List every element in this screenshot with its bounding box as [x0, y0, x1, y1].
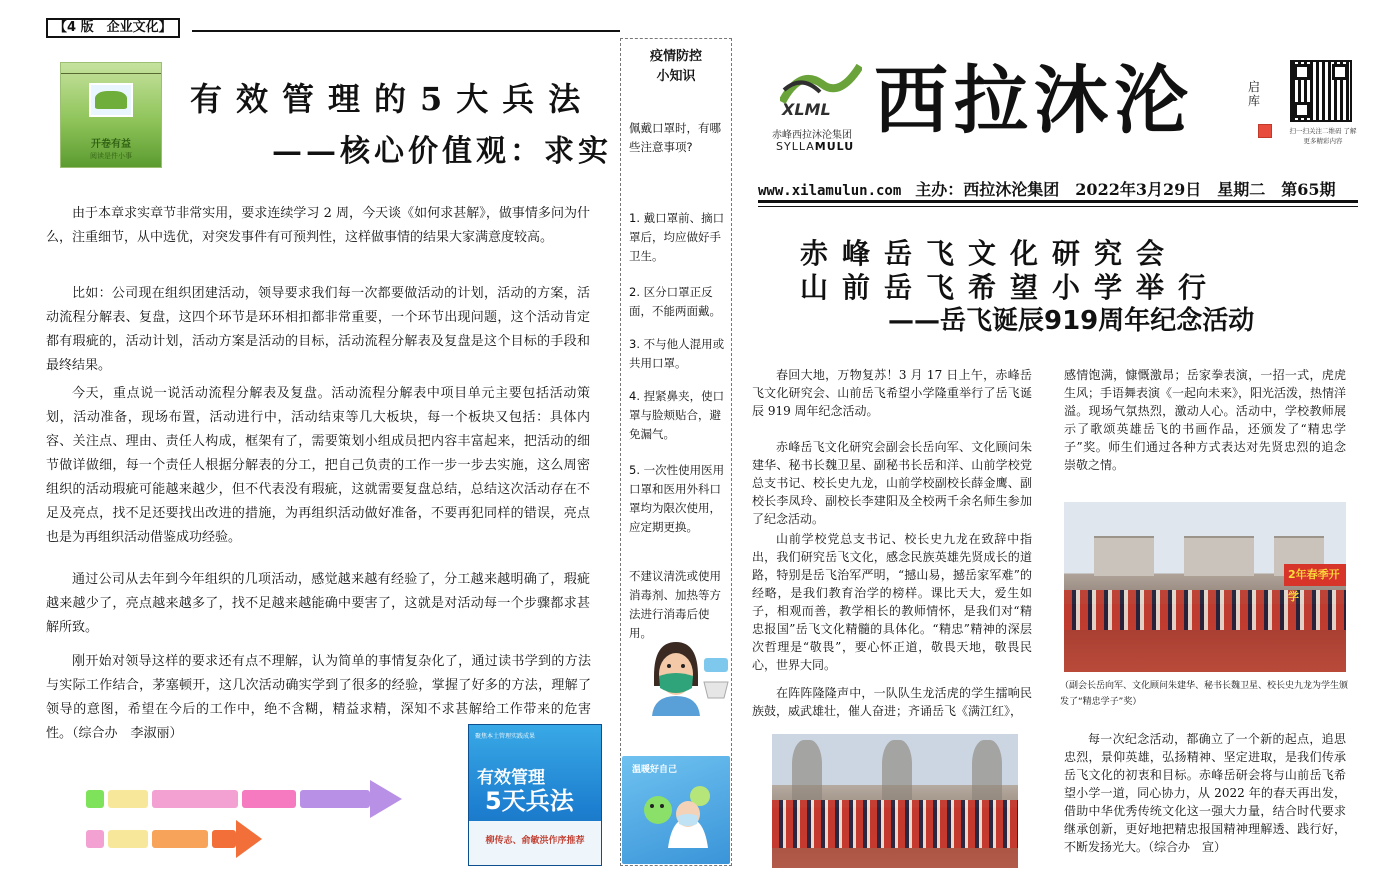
- article-subtitle: ——核心价值观：求实: [272, 134, 612, 169]
- qr-caption: 扫一扫关注二维码 了解更多精彩内容: [1289, 127, 1357, 145]
- book-recommendation: 柳传志、俞敏洪作序推荐: [485, 836, 585, 846]
- mask-person-icon: [640, 636, 732, 716]
- news-paragraph-6: 每一次纪念活动，都确立了一个新的起点，追思忠烈，景仰英雄，弘扬精神、坚定进取，是我们传承岳飞文化的初衷和目标。赤峰岳研会将与山前岳飞希望小学一道，同心协力，从 2022 年的春天再出发，借助中华优秀传统文化这一强大力量，结合时代要求继承创新，更好地把精忠报国精神理解透、践行好，不断发扬光大。（综合办 宣）: [1064, 732, 1346, 854]
- sidebar-question: 佩戴口罩时，有哪些注意事项?: [629, 121, 721, 154]
- masthead-rule-thin: [758, 206, 1358, 207]
- calligrapher-signature: 启库: [1248, 80, 1261, 108]
- award-ceremony-photo: [1064, 502, 1346, 672]
- masthead-rule: [758, 200, 1358, 203]
- article-paragraph-1: 由于本章求实章节非常实用，要求连续学习 2 周，今天谈《如何求甚解》，做事情多问为什么，注重细节，从中选优，对突发事件有可预判性，这样做事情的结果大家满意度较高。: [46, 206, 590, 245]
- covid-tips-sidebar: [620, 38, 732, 866]
- news-paragraph-5: 感情饱满，慷慨激昂；岳家拳表演，一招一式，虎虎生风；手语舞表演《一起向未来》，阳光活泼，热情洋溢。现场气氛热烈，激动人心。活动中，学校教师展示了歌颂英雄岳飞的书画作品，还颁发了“精忠学子”奖。师生们通过各种方式表达对先贤忠烈的追念崇敬之情。: [1064, 368, 1347, 472]
- news-paragraph-3: 山前学校党总支书记、校长史九龙在致辞中指出，我们研究岳飞文化，感念民族英雄先贤成长的道路，特别是岳飞治军严明，“撼山易，撼岳家军难”的经略，是我们教育治学的榜样。课比天大，爱生如子，相观而善，教学相长的教师情怀，是我们对“精忠报国”岳飞文化精髓的具体化。“精忠”精神的深层次哲理是“敬畏”，要心怀正道，敬畏天地，敬畏民心，世界大同。: [752, 532, 1032, 672]
- photo-banner-text: 2年春季开学: [1284, 564, 1346, 586]
- sidebar-title: 疫情防控 小知识: [649, 49, 702, 84]
- book-tagline: 聚焦本土管理实践成果: [475, 733, 536, 740]
- poster-text: 温暖好自己: [632, 765, 678, 775]
- article-paragraph-4: 通过公司从去年到今年组织的几项活动，感觉越来越有经验了，分工越来越明确了，瑕疵越来越少了，亮点越来越多了，找不足越来越能确中要害了，这就是对活动每一个步骤都求甚解所致。: [46, 572, 590, 635]
- header-rule: [192, 30, 620, 32]
- news-headline-1: 赤峰岳飞文化研究会: [800, 237, 1179, 270]
- article-paragraph-2: 比如：公司现在组织团建活动，领导要求我们每一次都要做活动的计划，活动的方案，活动流程分解表、复盘，这四个环节是环环相扣都非常重要，一个环节出现问题，这个活动肯定都有瑕疵的，活动计划，活动方案是活动的目标，活动流程分解表及复盘是这个目标的手段和最终结果。: [46, 286, 590, 373]
- reading-thumbnail: [60, 62, 162, 168]
- book-title-line1: 有效管理: [477, 768, 545, 788]
- book-title-line2: 5天兵法: [485, 787, 574, 815]
- page-tag-label: 【4 版 企业文化】: [46, 18, 180, 38]
- news-paragraph-2: 赤峰岳飞文化研究会副会长岳向军、文化顾问朱建华、秘书长魏卫星、副秘书长岳和洋、山前学校党总支书记、校长史九龙，山前学校副校长薛金鹰、副校长李凤玲、副校长李建阳及全校两千余名师生参加了纪念活动。: [752, 440, 1032, 526]
- red-seal: [1258, 124, 1272, 138]
- arrow-seg: [108, 830, 148, 848]
- publication-info: [758, 177, 1358, 200]
- thumbnail-photo: [89, 83, 133, 117]
- book-footer: [469, 821, 601, 865]
- decorative-arrow-bottom: [86, 826, 262, 852]
- thumbnail-rope: [61, 73, 161, 74]
- news-paragraph-4: 在阵阵隆隆声中，一队队生龙活虎的学生擂响民族鼓，威武雄壮，催人奋进；齐诵岳飞《满江红》，: [752, 686, 1032, 718]
- arrow-seg: [108, 790, 148, 808]
- article-paragraph-5: 刚开始对领导这样的要求还有点不理解，认为简单的事情复杂化了，通过读书学到的方法与实际工作结合，茅塞顿开，这几次活动确实学到了很多的经验，掌握了好多的方法，理解了领导的意图，希望在今后的工作中，绝不含糊，精益求精，深知不求甚解给工作带来的危害性。（综合办 李淑丽）: [46, 654, 591, 741]
- decorative-arrow-top: [86, 786, 402, 812]
- arrow-seg: [300, 790, 370, 808]
- sidebar-tip: 2. 区分口罩正反面，不能两面戴。: [629, 285, 721, 318]
- qr-code[interactable]: [1290, 60, 1352, 122]
- newspaper-brand: 西拉沐沦: [874, 58, 1194, 144]
- group-name-cn: 赤峰西拉沐沦集团: [772, 130, 852, 141]
- sidebar-tip: 3. 不与他人混用或共用口罩。: [629, 337, 725, 370]
- arrow-seg: [242, 790, 296, 808]
- arrow-head: [236, 820, 262, 858]
- arrow-seg: [212, 830, 236, 848]
- website-link[interactable]: www.xilamulun.com: [758, 183, 902, 199]
- sidebar-tip: 1. 戴口罩前、摘口罩后，均应做好手卫生。: [629, 211, 725, 263]
- protection-poster: [622, 756, 730, 864]
- thumbnail-caption-main: 开卷有益: [91, 139, 131, 150]
- arrow-seg: [152, 830, 208, 848]
- article-title: 有效管理的5大兵法: [190, 80, 595, 118]
- arrow-seg: [86, 830, 104, 848]
- drum-performance-photo: [772, 734, 1018, 868]
- news-headline-3: ——岳飞诞辰919周年纪念活动: [888, 306, 1255, 336]
- issue-info: 主办：西拉沐沦集团 2022年3月29日 星期二 第65期: [915, 180, 1336, 199]
- sidebar-tip: 不建议清洗或使用消毒剂、加热等方法进行消毒后使用。: [629, 569, 721, 640]
- logo-letters: XLML: [782, 100, 831, 119]
- sidebar-tip: 5. 一次性使用医用口罩和医用外科口罩均为限次使用，应定期更换。: [629, 463, 725, 534]
- article-paragraph-3: 今天，重点说一说活动流程分解表及复盘。活动流程分解表中项目单元主要包括活动策划，活动准备，现场布置，活动进行中，活动结束等几大板块，每一个板块又包括：具体内容、关注点、理由、责任人构成，框架有了，需要策划小组成员把内容丰富起来，把活动的细节做详做细，每一个责任人根据分解表的分工，把自己负责的工作一步一步去实施，这么周密组织的活动瑕疵可能越来越少，但不代表没有瑕疵，这就需要复盘总结，总结这次活动存在不足及亮点，找不足还要找出改进的措施，为再组织活动做好准备，不要再犯同样的错误，亮点也是为再组织活动借鉴成功经验。: [46, 386, 590, 545]
- group-name-en: SYLLAMULU: [776, 140, 855, 153]
- arrow-seg: [152, 790, 238, 808]
- news-paragraph-1: 春回大地，万物复苏！3 月 17 日上午，赤峰岳飞文化研究会、山前岳飞希望小学隆重举行了岳飞诞辰 919 周年纪念活动。: [752, 368, 1032, 418]
- photo-caption: （副会长岳向军、文化顾问朱建华、秘书长魏卫星、校长史九龙为学生颁发了“精忠学子”奖）: [1060, 681, 1349, 707]
- arrow-head: [370, 780, 402, 818]
- book-cover: [468, 724, 602, 866]
- news-headline-2: 山前岳飞希望小学举行: [800, 271, 1221, 304]
- arrow-seg: [86, 790, 104, 808]
- sidebar-tip: 4. 捏紧鼻夹，使口罩与脸颊贴合，避免漏气。: [629, 389, 725, 441]
- page-section-tag: [46, 18, 620, 40]
- thumbnail-caption-sub: 阅读是件小事: [90, 152, 132, 160]
